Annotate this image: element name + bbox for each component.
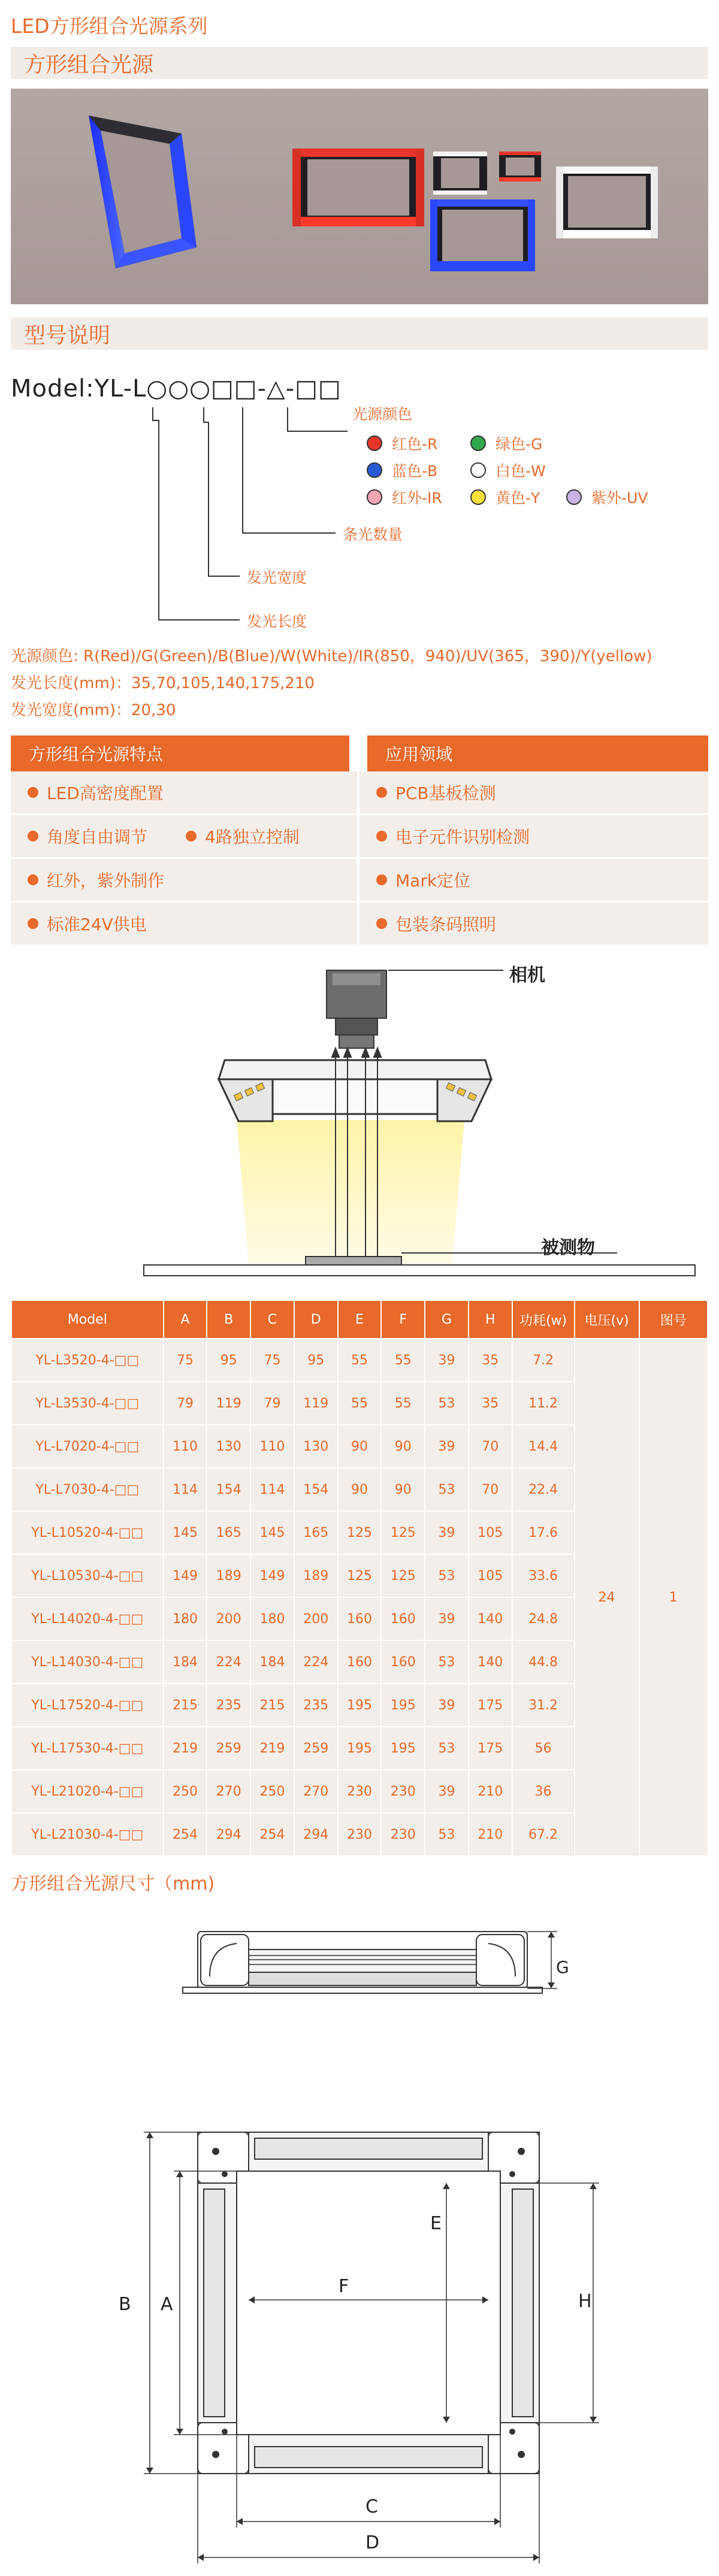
color-infrared: 红外-IR xyxy=(367,486,442,508)
table-cell: 22.4 xyxy=(512,1468,575,1511)
bullet-icon xyxy=(28,918,38,929)
table-cell: 125 xyxy=(381,1511,425,1554)
table-cell: 39 xyxy=(425,1684,469,1727)
table-cell: YL-L21030-4-□□ xyxy=(11,1813,164,1856)
table-cell: 145 xyxy=(250,1511,294,1554)
table-header: G xyxy=(425,1300,469,1339)
blue-square-light xyxy=(430,199,535,271)
table-cell: 160 xyxy=(338,1597,382,1640)
table-cell: 230 xyxy=(338,1770,382,1813)
table-cell: 90 xyxy=(381,1425,425,1468)
bullet-icon xyxy=(28,787,38,798)
table-header: C xyxy=(250,1300,294,1339)
table-cell: 215 xyxy=(164,1684,207,1727)
small-white-square-light xyxy=(433,152,487,195)
table-cell: 160 xyxy=(381,1597,425,1640)
table-cell: 75 xyxy=(250,1339,294,1382)
table-cell: 294 xyxy=(294,1813,338,1856)
table-cell: 195 xyxy=(381,1727,425,1770)
table-cell: 259 xyxy=(294,1727,338,1770)
object-block xyxy=(306,1257,401,1265)
dim-label-h: H xyxy=(578,2291,592,2312)
note-width: 发光宽度 xyxy=(247,569,307,586)
table-cell: 294 xyxy=(207,1813,250,1856)
table-cell: 53 xyxy=(425,1640,469,1684)
small-red-square-light xyxy=(499,152,541,181)
table-cell: 270 xyxy=(207,1770,250,1813)
table-header: 电压(v) xyxy=(575,1300,639,1339)
product-photo xyxy=(11,89,708,304)
table-cell: 270 xyxy=(294,1770,338,1813)
dimension-title: 方形组合光源尺寸（mm) xyxy=(11,1873,215,1894)
table-cell: 130 xyxy=(294,1425,338,1468)
table-cell: 250 xyxy=(250,1770,294,1813)
table-cell: 114 xyxy=(250,1468,294,1511)
color-blue: 蓝色-B xyxy=(367,459,437,481)
table-cell: 55 xyxy=(381,1382,425,1425)
table-header: H xyxy=(469,1300,512,1339)
table-cell: 55 xyxy=(381,1339,425,1382)
table-cell: 75 xyxy=(164,1339,207,1382)
table-cell: 95 xyxy=(294,1339,338,1382)
dim-label-d: D xyxy=(365,2532,380,2553)
table-cell: 70 xyxy=(469,1468,512,1511)
dim-label-a: A xyxy=(161,2294,173,2315)
table-cell: 254 xyxy=(164,1813,207,1856)
table-cell: YL-L17520-4-□□ xyxy=(11,1684,164,1727)
table-cell: 224 xyxy=(294,1640,338,1684)
table-cell: YL-L17530-4-□□ xyxy=(11,1727,164,1770)
table-cell: 195 xyxy=(338,1684,382,1727)
table-cell: YL-L21020-4-□□ xyxy=(11,1770,164,1813)
table-cell: 165 xyxy=(294,1511,338,1554)
feature-row: 标准24V供电 包装条码照明 xyxy=(11,903,708,946)
color-ultraviolet: 紫外-UV xyxy=(566,486,648,508)
note-length: 发光长度 xyxy=(247,613,307,630)
table-header: 功耗(w) xyxy=(512,1300,575,1339)
illumination-diagram xyxy=(0,946,719,1282)
table-header: 图号 xyxy=(639,1300,708,1339)
table-cell: 39 xyxy=(425,1339,469,1382)
model-callout-lines xyxy=(0,389,719,629)
spec-table xyxy=(11,1300,708,1857)
table-header: Model xyxy=(11,1300,164,1339)
table-cell: 210 xyxy=(469,1770,512,1813)
page-title: LED方形组合光源系列 xyxy=(11,14,208,38)
table-cell: 79 xyxy=(164,1382,207,1425)
note-color: 光源颜色 xyxy=(352,405,413,423)
table-cell: 17.6 xyxy=(512,1511,575,1554)
bullet-icon xyxy=(28,874,38,885)
table-cell: 56 xyxy=(512,1727,575,1770)
spec-length: 发光长度(mm)：35,70,105,140,175,210 xyxy=(11,674,315,692)
table-cell: 160 xyxy=(381,1640,425,1684)
dim-label-g: G xyxy=(556,1957,569,1977)
section-title-model: 型号说明 xyxy=(11,317,708,350)
table-cell: 145 xyxy=(164,1511,207,1554)
table-header: A xyxy=(164,1300,207,1339)
feature-row: 角度自由调节 4路独立控制 电子元件识别检测 xyxy=(11,815,708,859)
table-cell: YL-L3520-4-□□ xyxy=(11,1339,164,1382)
table-cell: 39 xyxy=(425,1511,469,1554)
white-square-light xyxy=(556,167,658,238)
side-view-drawing xyxy=(0,1917,719,2024)
table-cell: 195 xyxy=(338,1727,382,1770)
table-cell: 210 xyxy=(469,1813,512,1856)
table-cell: 55 xyxy=(338,1339,382,1382)
color-red: 红色-R xyxy=(367,432,437,454)
table-cell: 180 xyxy=(250,1597,294,1640)
table-row xyxy=(11,1339,708,1382)
table-cell: 219 xyxy=(164,1727,207,1770)
table-cell: 53 xyxy=(425,1468,469,1511)
table-cell: 254 xyxy=(250,1813,294,1856)
table-cell: 189 xyxy=(207,1554,250,1597)
feature-row: 红外，紫外制作 Mark定位 xyxy=(11,859,708,903)
table-cell: 24.8 xyxy=(512,1597,575,1640)
dim-label-f: F xyxy=(339,2276,349,2297)
bullet-icon xyxy=(376,787,387,798)
table-cell: 119 xyxy=(294,1382,338,1425)
table-cell: 230 xyxy=(381,1813,425,1856)
camera-icon xyxy=(327,970,386,1048)
applications-header: 应用领域 xyxy=(385,744,453,764)
table-cell: 79 xyxy=(250,1382,294,1425)
table-cell: 105 xyxy=(469,1511,512,1554)
table-cell: 149 xyxy=(164,1554,207,1597)
table-cell: 39 xyxy=(425,1597,469,1640)
ultraviolet-dot-icon xyxy=(566,489,582,505)
feature-row: LED高密度配置 PCB基板检测 xyxy=(11,771,708,815)
color-white: 白色-W xyxy=(470,459,546,481)
table-cell: 39 xyxy=(425,1770,469,1813)
table-cell: 125 xyxy=(338,1511,382,1554)
features-table xyxy=(11,735,708,946)
table-cell: 70 xyxy=(469,1425,512,1468)
table-cell: 235 xyxy=(207,1684,250,1727)
spec-colors: 光源颜色: R(Red)/G(Green)/B(Blue)/W(White)/IR(850，940)/UV(365，390)/Y(yellow) xyxy=(11,647,652,665)
table-cell: 125 xyxy=(338,1554,382,1597)
table-cell: 140 xyxy=(469,1640,512,1684)
table-cell: 165 xyxy=(207,1511,250,1554)
white-dot-icon xyxy=(470,462,486,478)
table-cell: 195 xyxy=(381,1684,425,1727)
table-cell: 90 xyxy=(381,1468,425,1511)
table-cell: 160 xyxy=(338,1640,382,1684)
table-cell: 90 xyxy=(338,1425,382,1468)
table-cell: 11.2 xyxy=(512,1382,575,1425)
table-cell: 230 xyxy=(381,1770,425,1813)
note-count: 条光数量 xyxy=(343,526,403,543)
table-cell: 189 xyxy=(294,1554,338,1597)
table-cell: 250 xyxy=(164,1770,207,1813)
table-cell: 184 xyxy=(250,1640,294,1684)
table-cell: 230 xyxy=(338,1813,382,1856)
table-cell: 215 xyxy=(250,1684,294,1727)
table-header: B xyxy=(207,1300,250,1339)
table-cell: 154 xyxy=(294,1468,338,1511)
blue-dot-icon xyxy=(367,462,382,478)
table-cell: 119 xyxy=(207,1382,250,1425)
table-header: E xyxy=(338,1300,382,1339)
table-cell: 149 xyxy=(250,1554,294,1597)
table-cell: YL-L7030-4-□□ xyxy=(11,1468,164,1511)
table-cell: 224 xyxy=(207,1640,250,1684)
table-cell: YL-L10530-4-□□ xyxy=(11,1554,164,1597)
table-cell: 175 xyxy=(469,1727,512,1770)
color-yellow: 黄色-Y xyxy=(470,486,540,508)
bullet-icon xyxy=(376,831,387,841)
dim-label-e: E xyxy=(430,2213,442,2234)
bullet-icon xyxy=(376,874,387,885)
table-cell: YL-L14030-4-□□ xyxy=(11,1640,164,1684)
features-header: 方形组合光源特点 xyxy=(29,744,164,764)
table-cell: 154 xyxy=(207,1468,250,1511)
spec-width: 发光宽度(mm)：20,30 xyxy=(11,701,176,719)
table-cell: 7.2 xyxy=(512,1339,575,1382)
table-cell: 219 xyxy=(250,1727,294,1770)
table-cell: 125 xyxy=(381,1554,425,1597)
table-cell: 35 xyxy=(469,1339,512,1382)
model-code: Model:YL-L○○○□□-△-□□ xyxy=(11,375,342,402)
green-dot-icon xyxy=(470,435,486,451)
table-cell: 140 xyxy=(469,1597,512,1640)
infrared-dot-icon xyxy=(367,489,382,505)
table-cell: YL-L14020-4-□□ xyxy=(11,1597,164,1640)
voltage-cell: 24 xyxy=(575,1339,639,1856)
table-cell: 105 xyxy=(469,1554,512,1597)
bullet-icon xyxy=(186,831,197,841)
table-cell: 53 xyxy=(425,1554,469,1597)
table-cell: 110 xyxy=(164,1425,207,1468)
table-cell: 114 xyxy=(164,1468,207,1511)
table-cell: YL-L7020-4-□□ xyxy=(11,1425,164,1468)
table-cell: 200 xyxy=(207,1597,250,1640)
table-header: F xyxy=(381,1300,425,1339)
yellow-dot-icon xyxy=(470,489,486,505)
table-cell: 235 xyxy=(294,1684,338,1727)
table-cell: YL-L10520-4-□□ xyxy=(11,1511,164,1554)
table-cell: 39 xyxy=(425,1425,469,1468)
camera-label: 相机 xyxy=(509,965,545,986)
table-cell: 53 xyxy=(425,1727,469,1770)
figure-number-cell: 1 xyxy=(639,1339,708,1856)
bullet-icon xyxy=(28,831,38,841)
red-dot-icon xyxy=(367,435,382,451)
table-cell: 175 xyxy=(469,1684,512,1727)
table-cell: 31.2 xyxy=(512,1684,575,1727)
table-cell: 35 xyxy=(469,1382,512,1425)
top-view-drawing xyxy=(0,2048,719,2575)
table-cell: 130 xyxy=(207,1425,250,1468)
table-cell: 184 xyxy=(164,1640,207,1684)
table-cell: 180 xyxy=(164,1597,207,1640)
table-cell: 53 xyxy=(425,1382,469,1425)
table-cell: 53 xyxy=(425,1813,469,1856)
table-cell: 36 xyxy=(512,1770,575,1813)
table-cell: 33.6 xyxy=(512,1554,575,1597)
color-green: 绿色-G xyxy=(470,432,542,454)
table-cell: 67.2 xyxy=(512,1813,575,1856)
table-header: D xyxy=(294,1300,338,1339)
large-blue-square-light xyxy=(89,116,197,268)
object-label: 被测物 xyxy=(541,1237,595,1258)
bullet-icon xyxy=(376,918,387,929)
red-square-light xyxy=(292,149,424,226)
table-cell: YL-L3530-4-□□ xyxy=(11,1382,164,1425)
table-cell: 90 xyxy=(338,1468,382,1511)
table-cell: 200 xyxy=(294,1597,338,1640)
platform xyxy=(144,1265,695,1276)
dim-label-c: C xyxy=(365,2496,378,2517)
table-cell: 14.4 xyxy=(512,1425,575,1468)
table-cell: 95 xyxy=(207,1339,250,1382)
table-cell: 44.8 xyxy=(512,1640,575,1684)
section-title-product: 方形组合光源 xyxy=(11,47,708,79)
table-cell: 55 xyxy=(338,1382,382,1425)
table-cell: 110 xyxy=(250,1425,294,1468)
table-cell: 259 xyxy=(207,1727,250,1770)
dim-label-b: B xyxy=(119,2294,131,2315)
